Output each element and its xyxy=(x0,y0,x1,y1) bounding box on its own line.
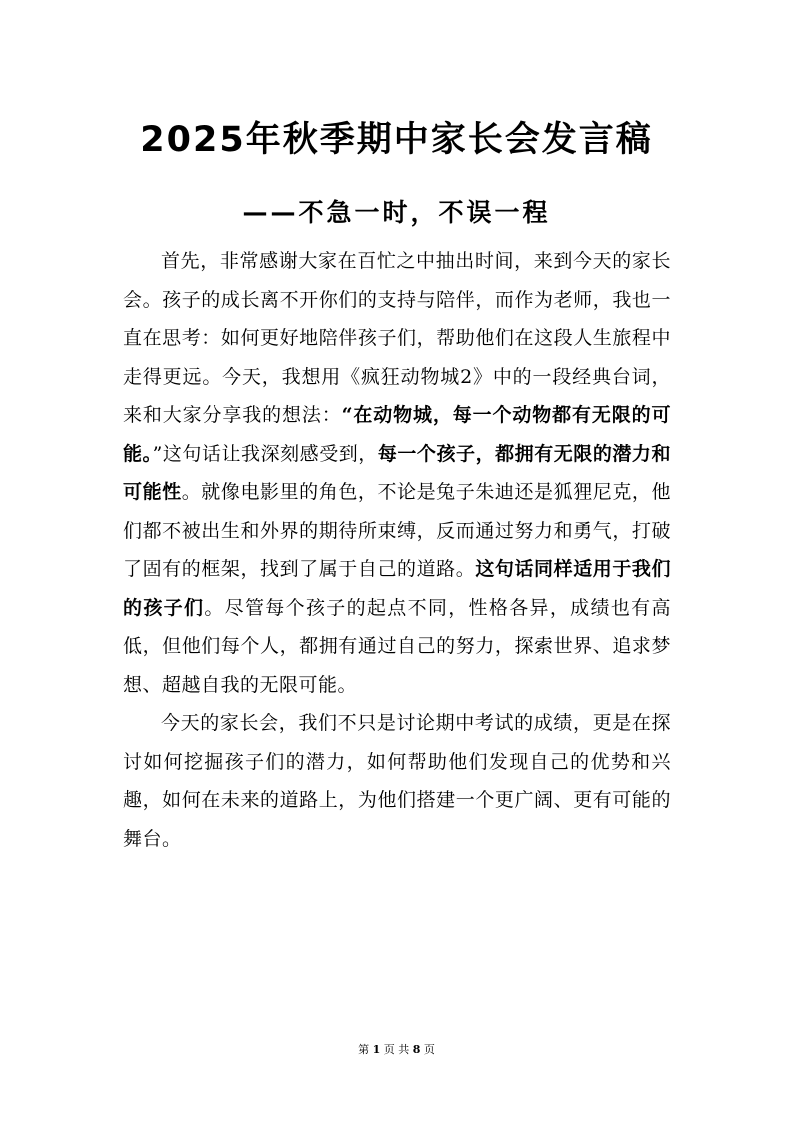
document-body xyxy=(123,242,671,858)
footer-middle: 页 共 xyxy=(383,1043,410,1056)
paragraph-1 xyxy=(123,242,671,704)
paragraph-1-text-a: 首先，非常感谢大家在百忙之中抽出时间，来到今天的家长会。孩子的成长离不开你们的支持与陪伴，而作为老师，我也一直在思考：如何更好地陪伴孩子们，帮助他们在这段人生旅程中走得更远。今天，我想用《疯狂动物城2》中的一段经典台词，来和大家分享我的想法： xyxy=(123,250,671,426)
potential-emphasis: 每一个孩子，都拥有无限的潜力和可能性 xyxy=(123,442,671,503)
applies-emphasis: 这句话同样适用于我们的孩子们 xyxy=(123,558,671,619)
footer-suffix: 页 xyxy=(423,1043,435,1056)
total-pages-number: 8 xyxy=(412,1043,421,1056)
document-subtitle: ——不急一时，不误一程 xyxy=(242,198,551,227)
document-title: 2025年秋季期中家长会发言稿 xyxy=(140,120,653,160)
paragraph-2: 今天的家长会，我们不只是讨论期中考试的成绩，更是在探讨如何挖掘孩子们的潜力，如何帮助他们发现自己的优势和兴趣，如何在未来的道路上，为他们搭建一个更广阔、更有可能的舞台。 xyxy=(123,712,671,850)
quote-emphasis: “在动物城，每一个动物都有无限的可能。 xyxy=(123,404,671,465)
footer-prefix: 第 xyxy=(358,1043,370,1056)
paragraph-1-text-b: ”这句话让我深刻感受到， xyxy=(152,442,378,465)
current-page-number: 1 xyxy=(372,1043,381,1056)
paragraph-1-text-c: 。就像电影里的角色，不论是兔子朱迪还是狐狸尼克，他们都不被出生和外界的期待所束缚，反而通过努力和勇气，打破了固有的框架，找到了属于自己的道路。 xyxy=(123,481,671,580)
page-footer xyxy=(0,1042,793,1058)
paragraph-1-text-d: 。尽管每个孩子的起点不同，性格各异，成绩也有高低，但他们每个人，都拥有通过自己的努力，探索世界、追求梦想、超越自我的无限可能。 xyxy=(123,596,671,696)
